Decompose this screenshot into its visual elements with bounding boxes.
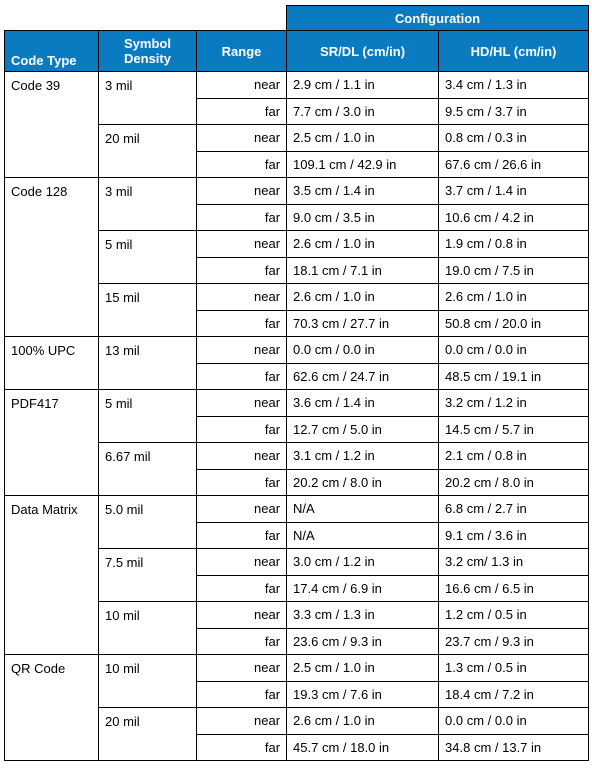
hd-hl-cell: 14.5 cm / 5.7 in xyxy=(439,416,589,443)
header-code-type: Code Type xyxy=(5,31,99,72)
symbol-density-cell: 15 mil xyxy=(99,284,197,337)
range-cell: far xyxy=(197,98,287,125)
range-cell: far xyxy=(197,575,287,602)
range-cell: far xyxy=(197,681,287,708)
symbol-density-cell: 20 mil xyxy=(99,708,197,761)
header-sr-dl: SR/DL (cm/in) xyxy=(287,31,439,72)
table-row xyxy=(5,72,589,99)
range-cell: near xyxy=(197,602,287,629)
hd-hl-cell: 1.2 cm / 0.5 in xyxy=(439,602,589,629)
hd-hl-cell: 34.8 cm / 13.7 in xyxy=(439,734,589,761)
table-row xyxy=(5,390,589,417)
range-cell: near xyxy=(197,337,287,364)
hd-hl-cell: 20.2 cm / 8.0 in xyxy=(439,469,589,496)
sr-dl-cell: 70.3 cm / 27.7 in xyxy=(287,310,439,337)
sr-dl-cell: 9.0 cm / 3.5 in xyxy=(287,204,439,231)
range-cell: near xyxy=(197,125,287,152)
code-type-cell: Data Matrix xyxy=(5,496,99,655)
sr-dl-cell: 3.1 cm / 1.2 in xyxy=(287,443,439,470)
symbol-density-cell: 5 mil xyxy=(99,231,197,284)
hd-hl-cell: 0.0 cm / 0.0 in xyxy=(439,337,589,364)
hd-hl-cell: 9.1 cm / 3.6 in xyxy=(439,522,589,549)
range-cell: far xyxy=(197,734,287,761)
sr-dl-cell: 3.6 cm / 1.4 in xyxy=(287,390,439,417)
hd-hl-cell: 3.2 cm/ 1.3 in xyxy=(439,549,589,576)
sr-dl-cell: 17.4 cm / 6.9 in xyxy=(287,575,439,602)
hd-hl-cell: 2.6 cm / 1.0 in xyxy=(439,284,589,311)
hd-hl-cell: 10.6 cm / 4.2 in xyxy=(439,204,589,231)
hd-hl-cell: 3.4 cm / 1.3 in xyxy=(439,72,589,99)
header-configuration: Configuration xyxy=(287,6,589,31)
range-cell: near xyxy=(197,443,287,470)
table-body xyxy=(5,72,589,761)
table-row xyxy=(5,496,589,523)
sr-dl-cell: 2.9 cm / 1.1 in xyxy=(287,72,439,99)
symbol-density-cell: 10 mil xyxy=(99,602,197,655)
sr-dl-cell: 2.5 cm / 1.0 in xyxy=(287,655,439,682)
code-type-cell: Code 39 xyxy=(5,72,99,178)
range-cell: far xyxy=(197,257,287,284)
symbol-density-cell: 6.67 mil xyxy=(99,443,197,496)
range-cell: far xyxy=(197,628,287,655)
sr-dl-cell: 2.6 cm / 1.0 in xyxy=(287,231,439,258)
hd-hl-cell: 1.3 cm / 0.5 in xyxy=(439,655,589,682)
sr-dl-cell: N/A xyxy=(287,522,439,549)
sr-dl-cell: 2.6 cm / 1.0 in xyxy=(287,284,439,311)
sr-dl-cell: 3.3 cm / 1.3 in xyxy=(287,602,439,629)
decode-range-table xyxy=(4,5,589,761)
header-blank xyxy=(5,6,287,31)
sr-dl-cell: 7.7 cm / 3.0 in xyxy=(287,98,439,125)
hd-hl-cell: 3.7 cm / 1.4 in xyxy=(439,178,589,205)
sr-dl-cell: N/A xyxy=(287,496,439,523)
sr-dl-cell: 23.6 cm / 9.3 in xyxy=(287,628,439,655)
sr-dl-cell: 20.2 cm / 8.0 in xyxy=(287,469,439,496)
header-row-configuration xyxy=(5,6,589,31)
code-type-cell: QR Code xyxy=(5,655,99,761)
sr-dl-cell: 12.7 cm / 5.0 in xyxy=(287,416,439,443)
sr-dl-cell: 45.7 cm / 18.0 in xyxy=(287,734,439,761)
header-symbol-density: Symbol Density xyxy=(99,31,197,72)
sr-dl-cell: 62.6 cm / 24.7 in xyxy=(287,363,439,390)
hd-hl-cell: 1.9 cm / 0.8 in xyxy=(439,231,589,258)
symbol-density-cell: 3 mil xyxy=(99,72,197,125)
hd-hl-cell: 3.2 cm / 1.2 in xyxy=(439,390,589,417)
sr-dl-cell: 3.5 cm / 1.4 in xyxy=(287,178,439,205)
range-cell: far xyxy=(197,310,287,337)
sr-dl-cell: 109.1 cm / 42.9 in xyxy=(287,151,439,178)
code-type-cell: 100% UPC xyxy=(5,337,99,390)
sr-dl-cell: 18.1 cm / 7.1 in xyxy=(287,257,439,284)
table-row xyxy=(5,337,589,364)
hd-hl-cell: 48.5 cm / 19.1 in xyxy=(439,363,589,390)
symbol-density-cell: 3 mil xyxy=(99,178,197,231)
sr-dl-cell: 0.0 cm / 0.0 in xyxy=(287,337,439,364)
header-row-columns xyxy=(5,31,589,72)
range-cell: far xyxy=(197,416,287,443)
header-range: Range xyxy=(197,31,287,72)
hd-hl-cell: 6.8 cm / 2.7 in xyxy=(439,496,589,523)
symbol-density-cell: 20 mil xyxy=(99,125,197,178)
hd-hl-cell: 67.6 cm / 26.6 in xyxy=(439,151,589,178)
symbol-density-cell: 13 mil xyxy=(99,337,197,390)
range-cell: far xyxy=(197,151,287,178)
symbol-density-cell: 10 mil xyxy=(99,655,197,708)
hd-hl-cell: 23.7 cm / 9.3 in xyxy=(439,628,589,655)
range-cell: near xyxy=(197,178,287,205)
range-cell: near xyxy=(197,72,287,99)
hd-hl-cell: 18.4 cm / 7.2 in xyxy=(439,681,589,708)
hd-hl-cell: 50.8 cm / 20.0 in xyxy=(439,310,589,337)
range-cell: near xyxy=(197,231,287,258)
hd-hl-cell: 0.0 cm / 0.0 in xyxy=(439,708,589,735)
sr-dl-cell: 19.3 cm / 7.6 in xyxy=(287,681,439,708)
code-type-cell: Code 128 xyxy=(5,178,99,337)
sr-dl-cell: 2.6 cm / 1.0 in xyxy=(287,708,439,735)
range-cell: near xyxy=(197,708,287,735)
sr-dl-cell: 3.0 cm / 1.2 in xyxy=(287,549,439,576)
header-hd-hl: HD/HL (cm/in) xyxy=(439,31,589,72)
hd-hl-cell: 9.5 cm / 3.7 in xyxy=(439,98,589,125)
code-type-cell: PDF417 xyxy=(5,390,99,496)
symbol-density-cell: 7.5 mil xyxy=(99,549,197,602)
range-cell: far xyxy=(197,522,287,549)
range-cell: far xyxy=(197,469,287,496)
hd-hl-cell: 16.6 cm / 6.5 in xyxy=(439,575,589,602)
table-row xyxy=(5,178,589,205)
hd-hl-cell: 2.1 cm / 0.8 in xyxy=(439,443,589,470)
range-cell: far xyxy=(197,204,287,231)
symbol-density-cell: 5.0 mil xyxy=(99,496,197,549)
range-cell: near xyxy=(197,549,287,576)
sr-dl-cell: 2.5 cm / 1.0 in xyxy=(287,125,439,152)
hd-hl-cell: 0.8 cm / 0.3 in xyxy=(439,125,589,152)
table-header xyxy=(5,6,589,72)
range-cell: near xyxy=(197,655,287,682)
range-cell: near xyxy=(197,390,287,417)
range-cell: far xyxy=(197,363,287,390)
table-row xyxy=(5,655,589,682)
symbol-density-cell: 5 mil xyxy=(99,390,197,443)
hd-hl-cell: 19.0 cm / 7.5 in xyxy=(439,257,589,284)
range-cell: near xyxy=(197,284,287,311)
range-cell: near xyxy=(197,496,287,523)
